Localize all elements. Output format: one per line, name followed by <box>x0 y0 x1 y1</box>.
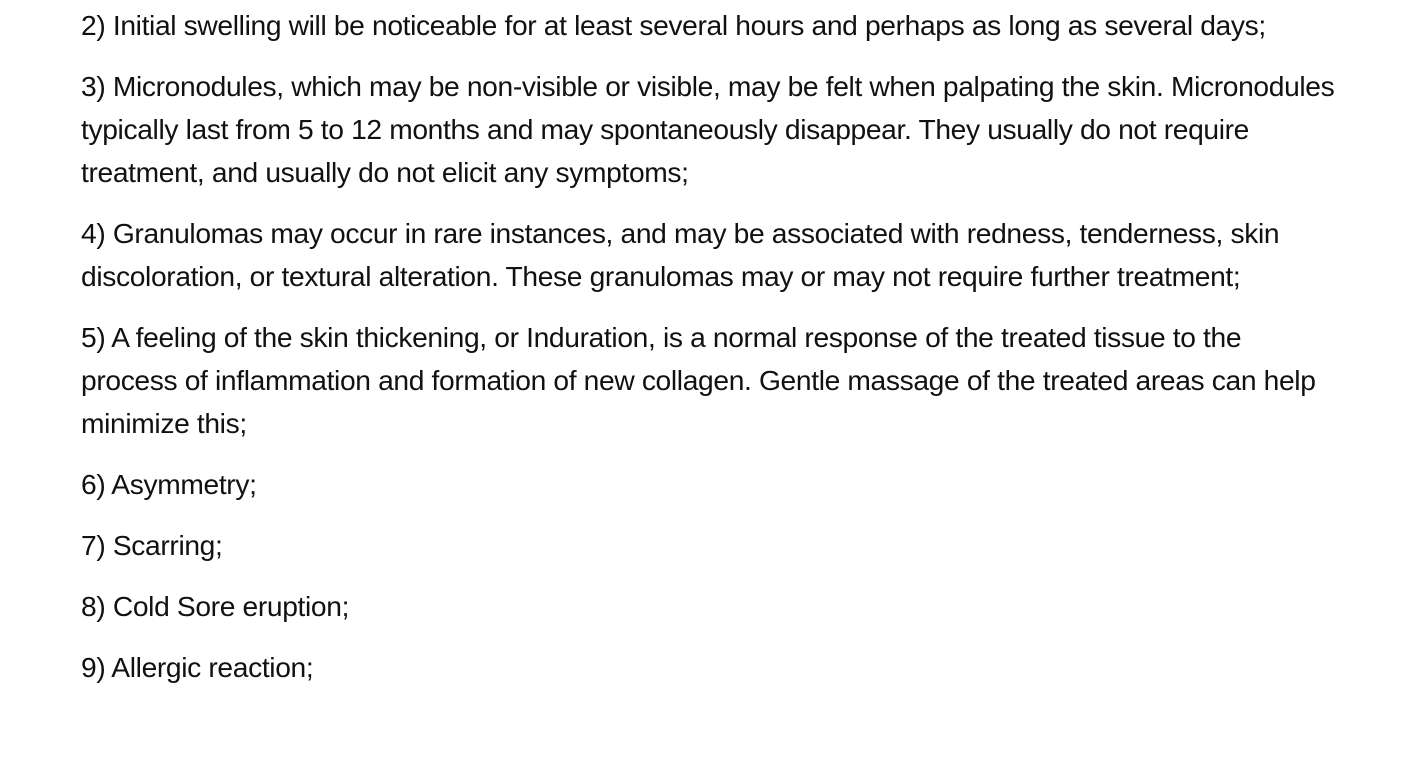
list-item-6: 6) Asymmetry; <box>81 468 257 500</box>
list-item-7: 7) Scarring; <box>81 529 223 561</box>
document-body <box>81 4 1341 707</box>
list-item-3: 3) Micronodules, which may be non-visible or visible, may be felt when palpating the skin. Micronodules typically last from 5 to 12 months and may spontaneously disappear. They usually do not require treatment, and usually do not elicit any symptoms; <box>81 70 1335 188</box>
list-item-8: 8) Cold Sore eruption; <box>81 590 350 622</box>
list-item-4: 4) Granulomas may occur in rare instances, and may be associated with redness, tenderness, skin discoloration, or textural alteration. These granulomas may or may not require further treatment; <box>81 217 1280 292</box>
list-item-5: 5) A feeling of the skin thickening, or Induration, is a normal response of the treated tissue to the process of inflammation and formation of new collagen. Gentle massage of the treated areas can help minimize this; <box>81 321 1316 439</box>
list-item-2: 2) Initial swelling will be noticeable for at least several hours and perhaps as long as several days; <box>81 9 1266 41</box>
list-item-9: 9) Allergic reaction; <box>81 651 314 683</box>
